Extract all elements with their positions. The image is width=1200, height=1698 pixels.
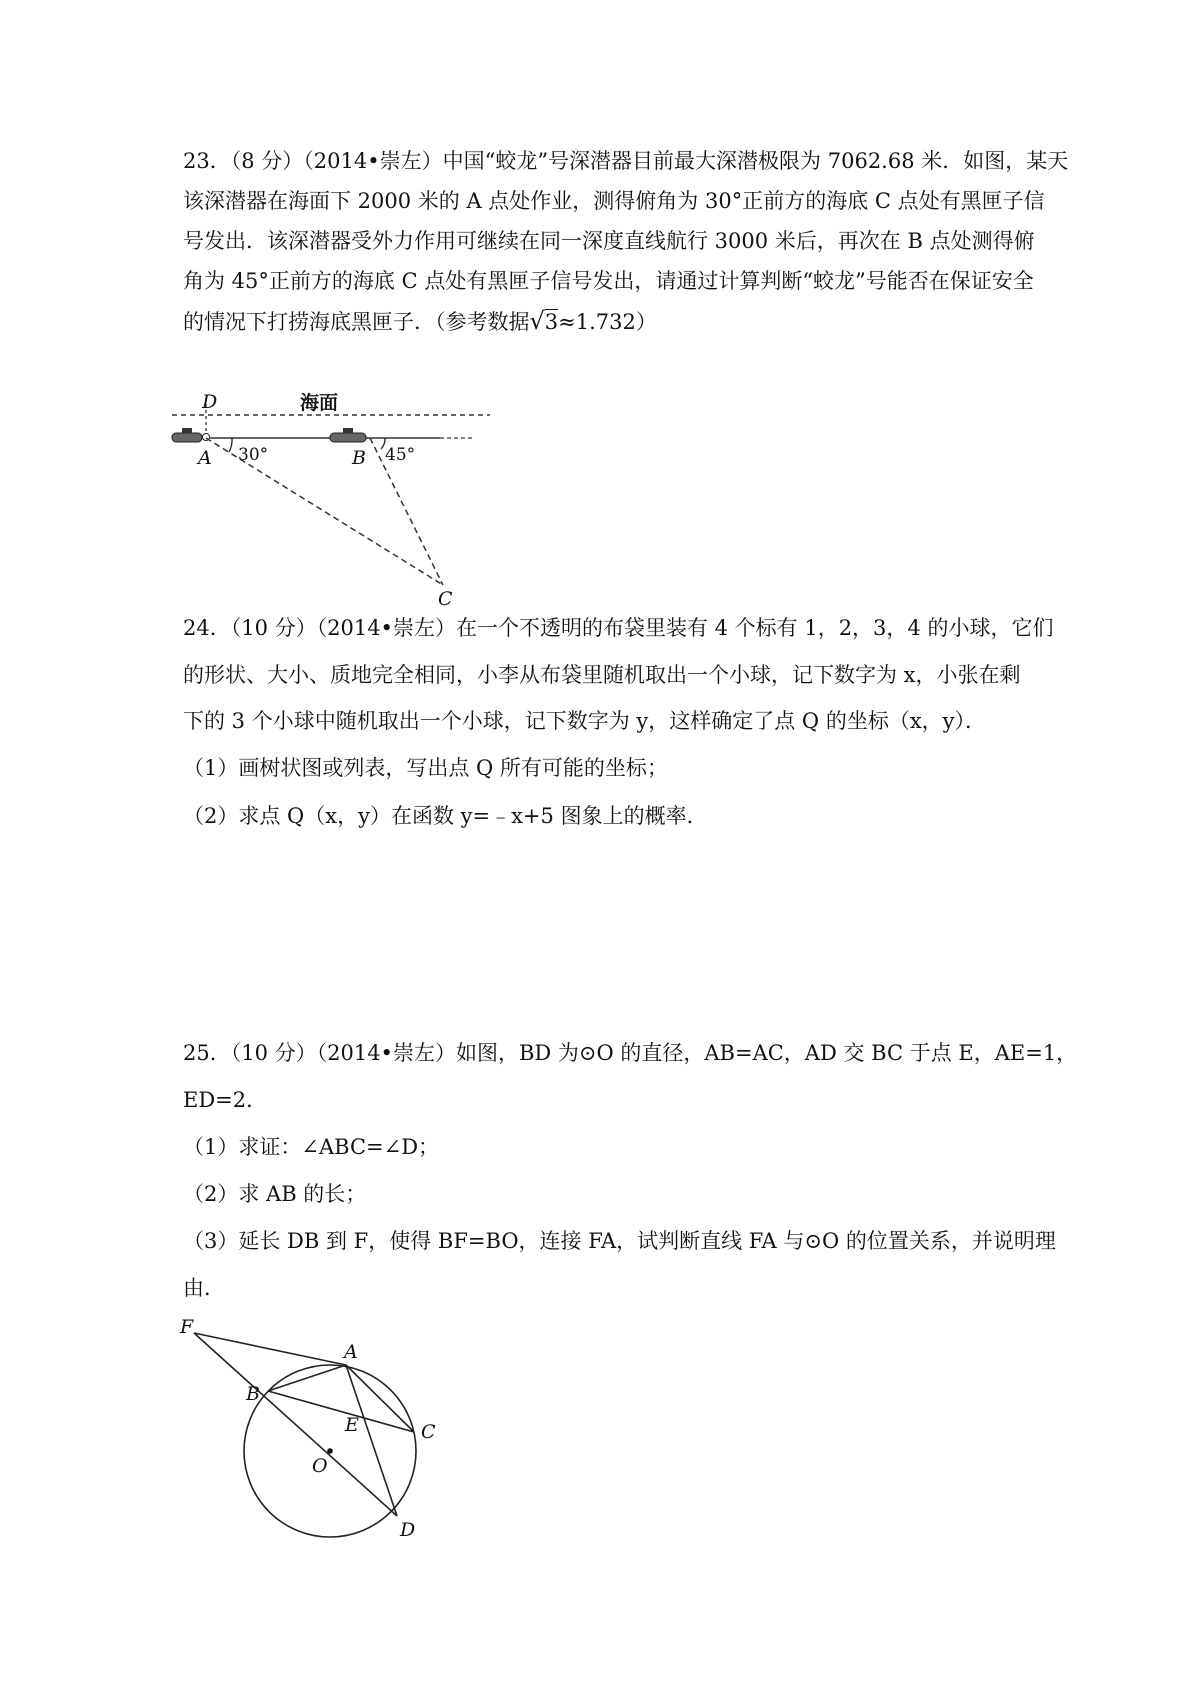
center-point xyxy=(327,1448,333,1454)
q23-line-5 xyxy=(183,308,1043,335)
line-fa xyxy=(194,1333,346,1365)
q24-sub-1: （1）画树状图或列表，写出点 Q 所有可能的坐标； xyxy=(183,756,668,780)
q24-line-3: 下的 3 个小球中随机取出一个小球，记下数字为 y，这样确定了点 Q 的坐标（x，y）． xyxy=(183,709,987,733)
q25-sub-1: （1）求证：∠ABC=∠D； xyxy=(183,1135,440,1159)
angle-a-label: 30° xyxy=(238,445,269,465)
q23-line-1: 23．（8 分）（2014•崇左）中国“蛟龙”号深潜器目前最大深潜极限为 7062.68 米．如图，某天 xyxy=(183,149,1069,173)
sqrt-icon: √ xyxy=(529,307,545,335)
label-a: A xyxy=(344,1341,358,1363)
q23-line-2: 该深潜器在海面下 2000 米的 A 点处作业，测得俯角为 30°正前方的海底 C 点处有黑匣子信 xyxy=(183,189,1045,213)
label-b: B xyxy=(246,1383,260,1405)
q25-line-2: ED=2． xyxy=(183,1088,268,1112)
q24-sub-2: （2）求点 Q（x，y）在函数 y=﹣x+5 图象上的概率． xyxy=(183,804,708,828)
angle-a-arc xyxy=(229,438,232,452)
q23-line-4: 角为 45°正前方的海底 C 点处有黑匣子信号发出，请通过计算判断“蛟龙”号能否在保证安全 xyxy=(183,269,1034,293)
q25-sub-3b: 由． xyxy=(183,1276,225,1300)
label-c: C xyxy=(421,1421,436,1443)
ref-value: ≈1.732） xyxy=(558,310,657,334)
label-c: C xyxy=(438,588,453,610)
label-o: O xyxy=(312,1455,328,1477)
sea-label: 海面 xyxy=(300,392,339,414)
q23-figure xyxy=(170,388,510,608)
q23-line-3: 号发出．该深潜器受外力作用可继续在同一深度直线航行 3000 米后，再次在 B 点处测得俯 xyxy=(183,229,1035,253)
submarine-a-icon xyxy=(172,428,210,442)
q25-sub-3a: （3）延长 DB 到 F，使得 BF=BO，连接 FA，试判断直线 FA 与⊙O 的位置关系，并说明理 xyxy=(183,1229,1056,1253)
q23-line-5-text: 的情况下打捞海底黑匣子．（参考数据 xyxy=(183,310,530,334)
label-e: E xyxy=(345,1414,359,1436)
q25-sub-2: （2）求 AB 的长； xyxy=(183,1182,367,1206)
label-d: D xyxy=(202,391,218,413)
q24-line-2: 的形状、大小、质地完全相同，小李从布袋里随机取出一个小球，记下数字为 x，小张在剩 xyxy=(183,663,1021,687)
sqrt-argument: 3 xyxy=(544,310,559,334)
label-a: A xyxy=(198,447,212,469)
q24-line-1: 24．（10 分）（2014•崇左）在一个不透明的布袋里装有 4 个标有 1，2，3，4 的小球，它们 xyxy=(183,616,1054,640)
label-b: B xyxy=(352,447,366,469)
label-f: F xyxy=(180,1316,194,1338)
angle-b-label: 45° xyxy=(385,445,416,465)
q25-figure xyxy=(180,1316,460,1550)
q25-line-1: 25．（10 分）（2014•崇左）如图，BD 为⊙O 的直径，AB=AC，AD 交 BC 于点 E，AE=1， xyxy=(183,1041,1078,1065)
submarine-b-icon xyxy=(330,428,366,442)
label-d: D xyxy=(400,1519,416,1541)
